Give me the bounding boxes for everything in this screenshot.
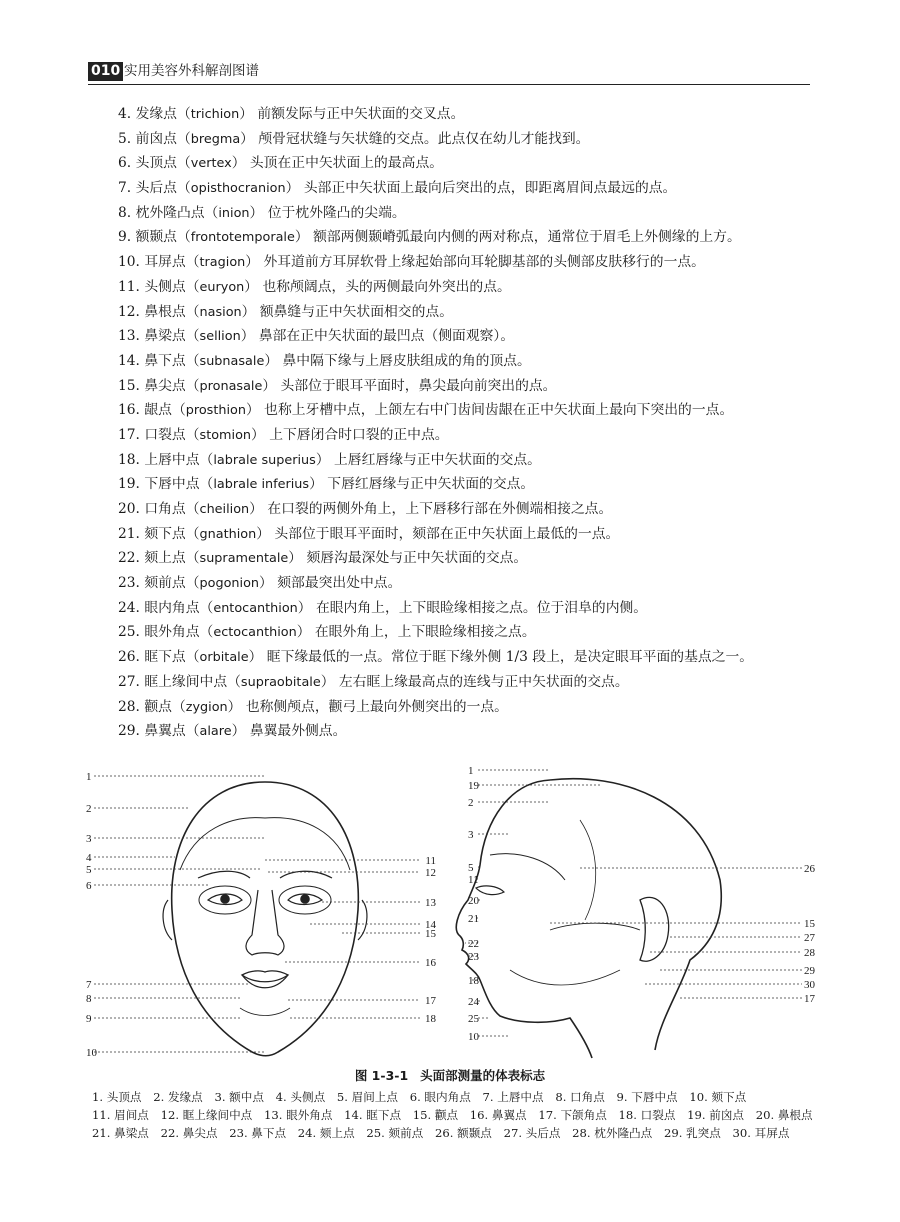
- label-25: 25: [468, 1013, 479, 1025]
- list-item: 16. 龈点（prosthion） 也称上牙槽中点，上颌左右中门齿间齿龈在正中矢状面上最向下突出的一点。: [118, 402, 734, 419]
- label-19: 19: [468, 780, 479, 792]
- label-7: 7: [86, 979, 92, 991]
- front-right-labels: [425, 855, 437, 1025]
- label-29: 29: [804, 965, 815, 977]
- label-17: 17: [804, 993, 815, 1005]
- list-item: 23. 颏前点（pogonion） 颏部最突出处中点。: [118, 575, 402, 592]
- legend-item: 24. 颏上点: [297, 1126, 355, 1140]
- book-title: 实用美容外科解剖图谱: [124, 63, 259, 79]
- label-20: 20: [468, 895, 479, 907]
- label-9: 9: [86, 1013, 92, 1025]
- legend-item: 22. 鼻尖点: [160, 1126, 218, 1140]
- side-left-labels: [468, 765, 480, 1043]
- legend-item: 17. 下颌角点: [538, 1108, 607, 1122]
- legend-item: 13. 眼外角点: [263, 1108, 333, 1122]
- label-30: 30: [804, 979, 815, 991]
- legend-item: 28. 枕外隆凸点: [572, 1126, 653, 1140]
- legend-item: 19. 前囟点: [687, 1108, 745, 1122]
- legend-item: 12. 眶上缘间中点: [160, 1108, 253, 1122]
- list-item: 10. 耳屏点（tragion） 外耳道前方耳屏软骨上缘起始部向耳轮脚基部的头侧部皮肤移行的一点。: [118, 254, 705, 271]
- list-item: 25. 眼外角点（ectocanthion） 在眼外角上，上下眼睑缘相接之点。: [118, 624, 536, 641]
- list-item: 18. 上唇中点（labrale superius） 上唇红唇缘与正中矢状面的交点。: [118, 451, 541, 468]
- list-item: 28. 颧点（zygion） 也称侧颅点，颧弓上最向外侧突出的一点。: [118, 698, 508, 715]
- label-13: 13: [425, 897, 436, 909]
- label-23: 23: [468, 951, 479, 963]
- legend-item: 10. 颏下点: [689, 1090, 747, 1104]
- label-11: 11: [425, 855, 436, 867]
- list-item: 20. 口角点（cheilion） 在口裂的两侧外角上，上下唇移行部在外侧端相接之点。: [118, 501, 613, 517]
- page-number: 010: [88, 62, 123, 81]
- label-10: 10: [468, 1031, 479, 1043]
- label-4: 4: [86, 852, 92, 864]
- legend-item: 15. 颧点: [412, 1108, 459, 1122]
- label-5: 5: [86, 864, 92, 876]
- legend-item: 29. 乳突点: [663, 1126, 721, 1140]
- list-item: 5. 前囟点（bregma） 颅骨冠状缝与矢状缝的交点。此点仅在幼儿才能找到。: [118, 130, 590, 147]
- list-item: 24. 眼内角点（entocanthion） 在眼内角上，上下眼睑缘相接之点。位于泪阜的内侧。: [118, 599, 648, 616]
- label-27: 27: [804, 932, 815, 944]
- head-face-landmarks-illustration: [80, 760, 830, 1060]
- legend-item: 9. 下唇中点: [616, 1090, 678, 1104]
- label-15: 15: [425, 928, 436, 940]
- list-item: 29. 鼻翼点（alare） 鼻翼最外侧点。: [118, 723, 347, 740]
- anatomy-figure: [80, 760, 830, 1060]
- legend-item: 30. 耳屏点: [732, 1126, 790, 1140]
- list-item: 22. 颏上点（supramentale） 颏唇沟最深处与正中矢状面的交点。: [118, 550, 528, 567]
- figure-legend: [92, 1088, 822, 1142]
- label-14: 14: [425, 919, 436, 931]
- list-item: 8. 枕外隆凸点（inion） 位于枕外隆凸的尖端。: [118, 204, 406, 221]
- figure-caption: [0, 1066, 900, 1084]
- label-11: 11: [468, 874, 479, 886]
- legend-item: 25. 颏前点: [366, 1126, 424, 1140]
- label-10: 10: [86, 1047, 97, 1059]
- list-item: 6. 头顶点（vertex） 头顶在正中矢状面上的最高点。: [118, 155, 444, 172]
- label-3: 3: [86, 833, 92, 845]
- side-right-labels: [804, 863, 816, 1005]
- label-15: 15: [804, 918, 815, 930]
- legend-item: 23. 鼻下点: [229, 1126, 287, 1140]
- list-item: 19. 下唇中点（labrale inferius） 下唇红唇缘与正中矢状面的交点。: [118, 476, 535, 493]
- label-8: 8: [86, 993, 92, 1005]
- label-22: 22: [468, 938, 479, 950]
- label-24: 24: [468, 996, 479, 1008]
- list-item: 27. 眶上缘间中点（supraobitale） 左右眶上缘最高点的连线与正中矢状面的交点。: [118, 673, 629, 690]
- label-1: 1: [86, 771, 92, 783]
- label-2: 2: [468, 797, 474, 809]
- list-item: 13. 鼻梁点（sellion） 鼻部在正中矢状面的最凹点（侧面观察）。: [118, 328, 515, 345]
- list-item: 14. 鼻下点（subnasale） 鼻中隔下缘与上唇皮肤组成的角的顶点。: [118, 352, 531, 369]
- landmark-list: [118, 102, 818, 744]
- label-18: 18: [425, 1013, 436, 1025]
- list-item: 7. 头后点（opisthocranion） 头部正中矢状面上最向后突出的点，即距离眉间点最远的点。: [118, 180, 677, 197]
- legend-item: 1. 头顶点: [92, 1090, 142, 1104]
- legend-item: 4. 头侧点: [275, 1090, 326, 1104]
- side-profile-drawing: [456, 779, 721, 1058]
- label-28: 28: [804, 947, 815, 959]
- legend-item: 5. 眉间上点: [336, 1090, 398, 1104]
- list-item: 4. 发缘点（trichion） 前额发际与正中矢状面的交叉点。: [118, 106, 465, 122]
- label-26: 26: [804, 863, 815, 875]
- label-2: 2: [86, 803, 92, 815]
- legend-item: 6. 眼内角点: [409, 1090, 471, 1104]
- list-item: 9. 额颞点（frontotemporale） 额部两侧颞嵴弧最向内侧的两对称点，通常位于眉毛上外侧缘的上方。: [118, 229, 741, 246]
- list-item: 26. 眶下点（orbitale） 眶下缘最低的一点。常位于眶下缘外侧 1/3 段上，是决定眼耳平面的基点之一。: [118, 649, 754, 666]
- legend-item: 26. 额颞点: [434, 1126, 492, 1140]
- label-18: 18: [468, 975, 479, 987]
- label-1: 1: [468, 765, 474, 777]
- side-leader-lines: [465, 770, 802, 1036]
- page-header: [88, 62, 810, 85]
- caption-title: 头面部测量的体表标志: [420, 1068, 546, 1083]
- list-item: 17. 口裂点（stomion） 上下唇闭合时口裂的正中点。: [118, 426, 449, 443]
- legend-item: 16. 鼻翼点: [469, 1108, 527, 1122]
- list-item: 12. 鼻根点（nasion） 额鼻缝与正中矢状面相交的点。: [118, 303, 453, 320]
- label-6: 6: [86, 880, 92, 892]
- list-item: 15. 鼻尖点（pronasale） 头部位于眼耳平面时，鼻尖最向前突出的点。: [118, 377, 557, 394]
- front-left-labels: [86, 771, 98, 1059]
- list-item: 11. 头侧点（euryon） 也称颅阔点，头的两侧最向外突出的点。: [118, 278, 511, 295]
- legend-item: 3. 额中点: [214, 1090, 264, 1104]
- legend-item: 2. 发缘点: [153, 1090, 203, 1104]
- legend-item: 14. 眶下点: [344, 1108, 402, 1122]
- legend-item: 8. 口角点: [555, 1090, 605, 1104]
- list-item: 21. 颏下点（gnathion） 头部位于眼耳平面时，颏部在正中矢状面上最低的一点。: [118, 525, 620, 542]
- front-face-drawing: [163, 782, 367, 1056]
- legend-item: 11. 眉间点: [92, 1108, 149, 1122]
- legend-item: 20. 鼻根点: [755, 1108, 813, 1122]
- legend-item: 21. 鼻梁点: [92, 1126, 149, 1140]
- label-5: 5: [468, 862, 474, 874]
- legend-item: 18. 口裂点: [618, 1108, 676, 1122]
- legend-item: 27. 头后点: [503, 1126, 561, 1140]
- label-12: 12: [425, 867, 436, 879]
- label-3: 3: [468, 829, 474, 841]
- legend-item: 7. 上唇中点: [482, 1090, 544, 1104]
- label-17: 17: [425, 995, 436, 1007]
- label-21: 21: [468, 913, 479, 925]
- label-16: 16: [425, 957, 436, 969]
- caption-number: 图 1-3-1: [354, 1068, 409, 1083]
